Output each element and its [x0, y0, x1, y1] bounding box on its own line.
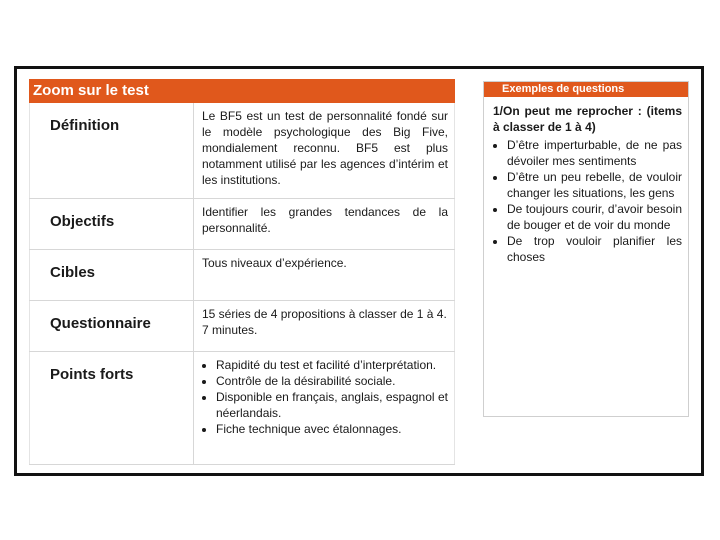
table-header: Zoom sur le test [29, 79, 455, 103]
row-label: Questionnaire [29, 301, 194, 351]
row-points-forts [29, 352, 455, 465]
row-questionnaire [29, 301, 455, 352]
row-label: Définition [29, 103, 194, 198]
row-label: Cibles [29, 250, 194, 300]
list-item: • Contrôle de la désirabilité sociale. [216, 373, 448, 389]
list-item: • D’être un peu rebelle, de vouloir changer les situations, les gens [507, 169, 682, 201]
row-content: Tous niveaux d’expérience. [194, 250, 455, 300]
row-content: Identifier les grandes tendances de la personnalité. [194, 199, 455, 249]
questionnaire-line: 15 séries de 4 propositions à classer de 1 à 4. [202, 307, 447, 321]
slide-frame [14, 66, 704, 476]
row-label: Points forts [29, 352, 194, 464]
row-objectifs [29, 199, 455, 250]
row-content [194, 301, 455, 351]
questionnaire-line: 7 minutes. [202, 323, 258, 337]
question-title: 1/On peut me reprocher : (items à classer de 1 à 4) [493, 104, 682, 134]
sample-questions-panel [483, 81, 689, 417]
question-items-list [493, 137, 682, 265]
strengths-list [202, 357, 448, 437]
row-content: Le BF5 est un test de personnalité fondé sur le modèle psychologique des Big Five, mondialement reconnu. BF5 est plus notamment utilisé par les agences d’intérim et les institutions. [194, 103, 455, 198]
list-item: • Disponible en français, anglais, espagnol et néerlandais. [216, 389, 448, 421]
row-content [194, 352, 455, 464]
list-item: • De trop vouloir planifier les choses [507, 233, 682, 265]
list-item: • Rapidité du test et facilité d’interprétation. [216, 357, 448, 373]
row-label: Objectifs [29, 199, 194, 249]
test-summary-table [29, 79, 455, 469]
row-cibles [29, 250, 455, 301]
panel-header: Exemples de questions [484, 82, 688, 97]
list-item: • De toujours courir, d’avoir besoin de bouger et de voir du monde [507, 201, 682, 233]
row-definition [29, 103, 455, 199]
list-item: • Fiche technique avec étalonnages. [216, 421, 448, 437]
list-item: • D’être imperturbable, de ne pas dévoiler mes sentiments [507, 137, 682, 169]
